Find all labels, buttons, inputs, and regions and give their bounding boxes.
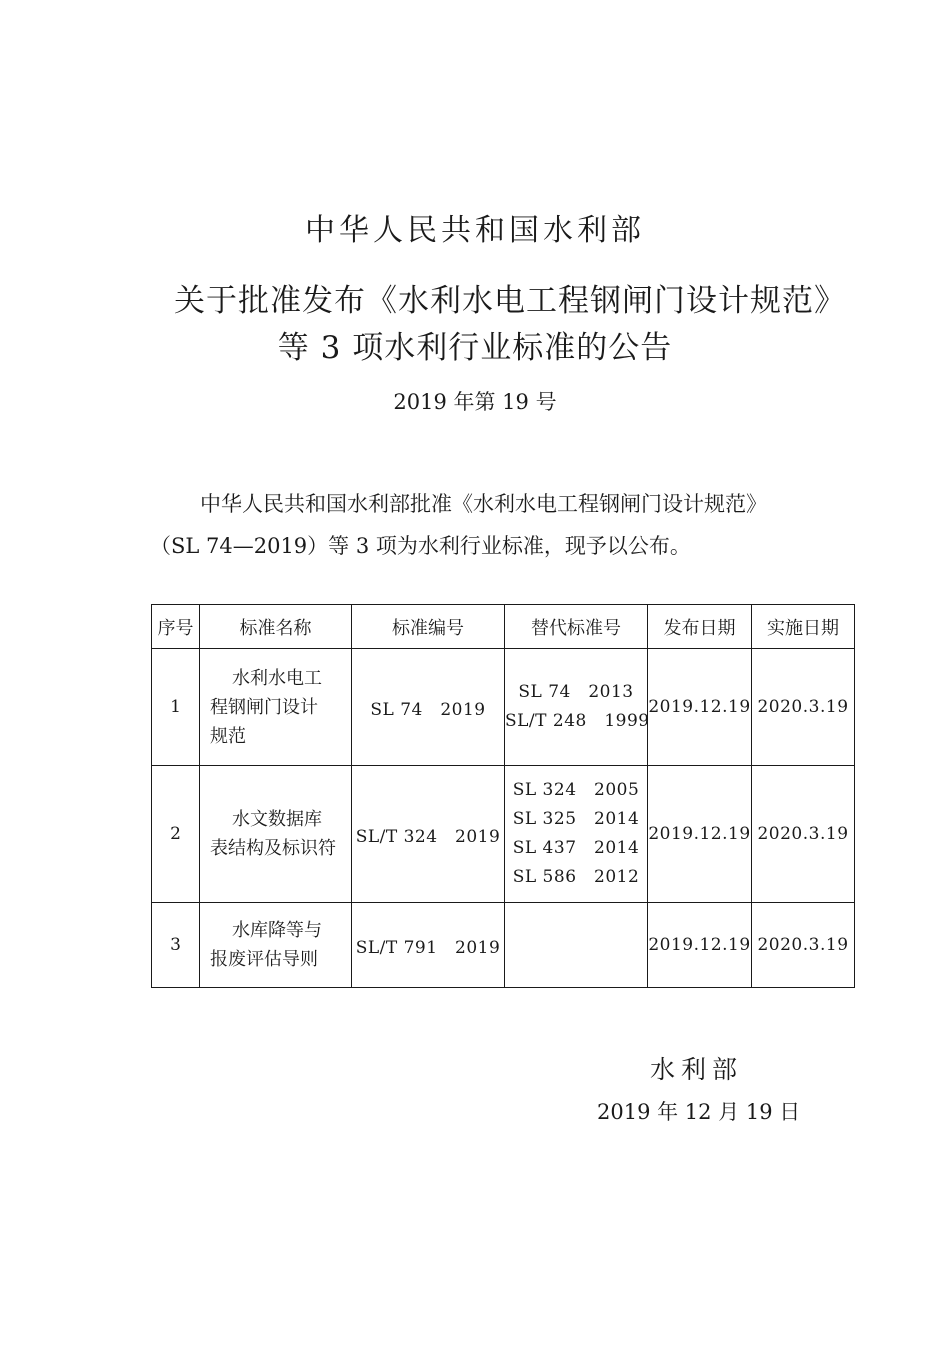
name-line: 水文数据库 xyxy=(232,809,322,830)
replaced-code: SL 74 2013 xyxy=(518,682,634,702)
name-line: 程钢闸门设计 xyxy=(210,696,318,718)
ministry-heading: 中华人民共和国水利部 xyxy=(305,213,645,248)
cell-replaced xyxy=(505,766,648,903)
signing-organization: 水利部 xyxy=(650,1055,744,1084)
cell-name xyxy=(200,649,352,766)
cell-effective-date: 2020.3.19 xyxy=(752,649,855,766)
cell-code: SL/T 324 2019 xyxy=(352,766,505,903)
cell-effective-date: 2020.3.19 xyxy=(752,766,855,903)
table-row xyxy=(152,766,855,903)
cell-effective-date: 2020.3.19 xyxy=(752,903,855,988)
cell-replaced xyxy=(505,649,648,766)
cell-no: 3 xyxy=(152,903,200,988)
cell-replaced xyxy=(505,903,648,988)
table-header-row xyxy=(152,605,855,649)
replaced-code: SL/T 248 1999 xyxy=(505,711,650,731)
header-no: 序号 xyxy=(152,605,200,649)
cell-no: 1 xyxy=(152,649,200,766)
replaced-code: SL 437 2014 xyxy=(512,838,640,858)
announcement-title-line1: 关于批准发布《水利水电工程钢闸门设计规范》 xyxy=(174,283,846,319)
body-paragraph-line2: （SL 74—2019）等 3 项为水利行业标准，现予以公布。 xyxy=(150,534,691,558)
cell-issue-date: 2019.12.19 xyxy=(648,903,752,988)
header-replaced: 替代标准号 xyxy=(505,605,648,649)
name-line: 规范 xyxy=(210,725,246,747)
table-row xyxy=(152,903,855,988)
header-code: 标准编号 xyxy=(352,605,505,649)
cell-issue-date: 2019.12.19 xyxy=(648,766,752,903)
name-line: 表结构及标识符 xyxy=(210,838,336,859)
table-row xyxy=(152,649,855,766)
name-line: 报废评估导则 xyxy=(210,949,318,970)
document-number: 2019 年第 19 号 xyxy=(393,390,557,414)
name-line: 水利水电工 xyxy=(232,667,322,689)
cell-name xyxy=(200,903,352,988)
header-effective-date: 实施日期 xyxy=(752,605,855,649)
standards-table xyxy=(151,604,855,988)
cell-code: SL 74 2019 xyxy=(352,649,505,766)
header-issue-date: 发布日期 xyxy=(648,605,752,649)
replaced-code: SL 586 2012 xyxy=(512,867,640,887)
signing-date: 2019 年 12 月 19 日 xyxy=(597,1100,801,1124)
replaced-code: SL 324 2005 xyxy=(512,780,640,800)
body-paragraph-line1: 中华人民共和国水利部批准《水利水电工程钢闸门设计规范》 xyxy=(200,492,767,516)
cell-code: SL/T 791 2019 xyxy=(352,903,505,988)
cell-no: 2 xyxy=(152,766,200,903)
cell-name xyxy=(200,766,352,903)
header-name: 标准名称 xyxy=(200,605,352,649)
replaced-code: SL 325 2014 xyxy=(512,809,640,829)
announcement-title-line2: 等 3 项水利行业标准的公告 xyxy=(277,330,673,366)
cell-issue-date: 2019.12.19 xyxy=(648,649,752,766)
name-line: 水库降等与 xyxy=(232,920,322,941)
